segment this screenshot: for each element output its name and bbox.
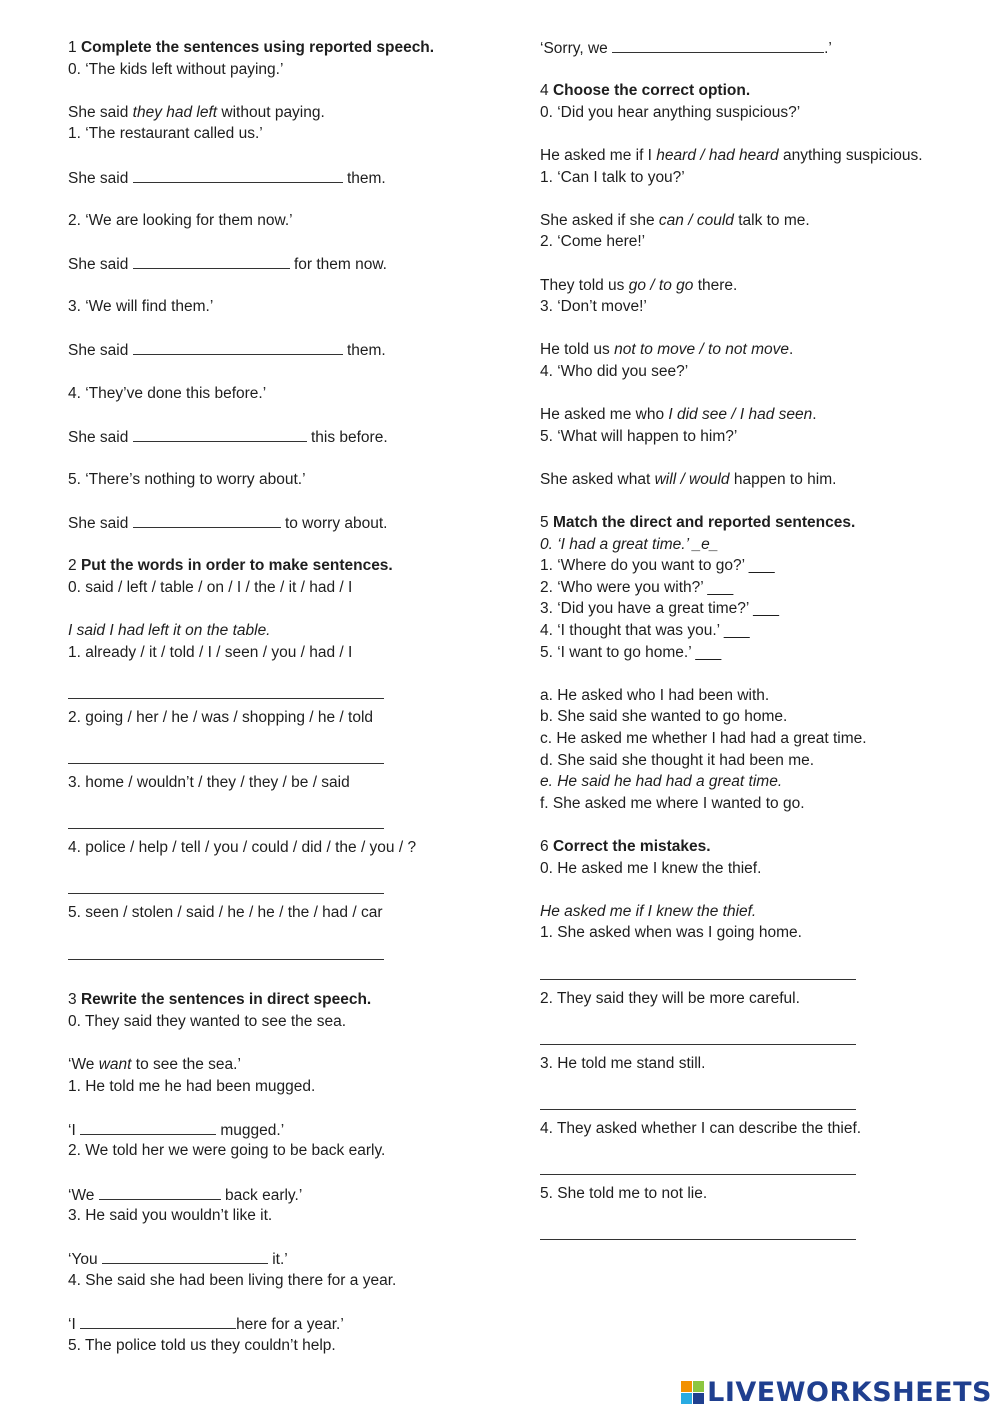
section-4-heading: 4 Choose the correct option.: [540, 82, 751, 100]
answer-line[interactable]: [68, 815, 384, 829]
s5-item[interactable]: 3. ‘Did you have a great time?’ ___: [540, 600, 779, 618]
s4-item-answer[interactable]: They told us go / to go there.: [540, 276, 738, 294]
s1-example-answer: She said they had left without paying.: [68, 103, 325, 121]
s2-example-question: 0. said / left / table / on / I / the / it / had / I: [68, 578, 353, 596]
s4-item-question: 2. ‘Come here!’: [540, 233, 646, 251]
logo-mark-icon: [681, 1381, 704, 1404]
answer-line[interactable]: [540, 1031, 856, 1045]
s4-item-question: 1. ‘Can I talk to you?’: [540, 168, 685, 186]
s6-example-question: 0. He asked me I knew the thief.: [540, 859, 762, 877]
answer-blank[interactable]: [99, 1184, 221, 1200]
answer-blank[interactable]: [612, 37, 824, 53]
s2-item-question: 3. home / wouldn’t / they / they / be / said: [68, 774, 350, 791]
s5-option: d. She said she thought it had been me.: [540, 751, 815, 769]
s4-example-question: 0. ‘Did you hear anything suspicious?’: [540, 103, 801, 121]
left-column: [68, 37, 508, 1356]
s2-item-question: 2. going / her / he / was / shopping / he / told: [68, 708, 374, 726]
s5-item[interactable]: 2. ‘Who were you with?’ ___: [540, 578, 734, 596]
option-choice[interactable]: will / would: [654, 470, 730, 488]
s5-item[interactable]: 5. ‘I want to go home.’ ___: [540, 643, 722, 661]
s4-item-answer[interactable]: He asked me who I did see / I had seen.: [540, 406, 817, 424]
section-1-heading: 1 Complete the sentences using reported speech.: [68, 39, 435, 56]
s3-example-answer: ‘We want to see the sea.’: [68, 1055, 241, 1073]
s1-item-answer: She said this before.: [68, 426, 508, 448]
s6-item-question: 1. She asked when was I going home.: [540, 924, 802, 942]
s1-item-question: 2. ‘We are looking for them now.’: [68, 211, 293, 229]
s4-item-answer[interactable]: She asked if she can / could talk to me.: [540, 211, 810, 229]
s3-item-answer: ‘You it.’: [68, 1248, 508, 1270]
s5-option: a. He asked who I had been with.: [540, 686, 770, 704]
s5-item[interactable]: 1. ‘Where do you want to go?’ ___: [540, 557, 775, 575]
s6-example-answer: He asked me if I knew the thief.: [540, 902, 757, 920]
s5-option: c. He asked me whether I had had a great time.: [540, 730, 867, 747]
s4-item-question: 3. ‘Don’t move!’: [540, 298, 647, 316]
s4-example-answer: He asked me if I heard / had heard anything suspicious.: [540, 146, 923, 164]
s1-item-question: 4. ‘They’ve done this before.’: [68, 384, 267, 402]
answer-blank[interactable]: [80, 1313, 236, 1329]
s1-item-question: 1. ‘The restaurant called us.’: [68, 125, 263, 143]
s6-item-question: 2. They said they will be more careful.: [540, 989, 800, 1007]
s4-item-answer[interactable]: She asked what will / would happen to him.: [540, 470, 837, 488]
s3-item-answer: ‘Sorry, we .’: [540, 37, 960, 59]
option-choice[interactable]: not to move / to not move: [614, 341, 790, 359]
option-choice[interactable]: can / could: [658, 211, 734, 229]
s4-item-question: 5. ‘What will happen to him?’: [540, 427, 738, 445]
s4-item-answer[interactable]: He told us not to move / to not move.: [540, 341, 794, 359]
s2-item-question: 1. already / it / told / I / seen / you / had / I: [68, 643, 353, 661]
answer-blank[interactable]: [102, 1248, 268, 1264]
s5-example: 0. ‘I had a great time.’ _e_: [540, 535, 719, 553]
section-6-heading: 6 Correct the mistakes.: [540, 837, 711, 855]
s1-item-answer: She said them.: [68, 339, 508, 361]
s5-item[interactable]: 4. ‘I thought that was you.’ ___: [540, 622, 750, 640]
answer-line[interactable]: [68, 685, 384, 699]
s3-item-question: 1. He told me he had been mugged.: [68, 1077, 316, 1095]
liveworksheets-logo: [681, 1377, 992, 1407]
answer-line[interactable]: [68, 946, 384, 960]
s2-example-answer: I said I had left it on the table.: [68, 622, 271, 640]
answer-blank[interactable]: [133, 512, 281, 528]
option-choice[interactable]: go / to go: [628, 276, 694, 294]
answer-blank[interactable]: [133, 253, 290, 269]
s2-item-question: 5. seen / stolen / said / he / he / the / had / car: [68, 904, 383, 922]
answer-blank[interactable]: [133, 339, 343, 355]
answer-blank[interactable]: [133, 167, 343, 183]
option-choice[interactable]: I did see / I had seen: [668, 406, 813, 424]
s3-item-question: 5. The police told us they couldn’t help.: [68, 1336, 336, 1354]
answer-line[interactable]: [540, 1226, 856, 1240]
s3-item-question: 3. He said you wouldn’t like it.: [68, 1207, 273, 1225]
answer-blank[interactable]: [80, 1119, 216, 1135]
s1-item-question: 5. ‘There’s nothing to worry about.’: [68, 470, 306, 488]
answer-blank[interactable]: [133, 426, 307, 442]
s5-option: f. She asked me where I wanted to go.: [540, 794, 805, 812]
s3-item-answer: ‘We back early.’: [68, 1184, 508, 1206]
s3-example-question: 0. They said they wanted to see the sea.: [68, 1012, 347, 1030]
section-5-heading: 5 Match the direct and reported sentences.: [540, 514, 856, 532]
section-3-heading: 3 Rewrite the sentences in direct speech.: [68, 991, 372, 1009]
answer-line[interactable]: [540, 1161, 856, 1175]
section-2-heading: 2 Put the words in order to make sentences.: [68, 557, 393, 575]
s4-item-question: 4. ‘Who did you see?’: [540, 362, 689, 380]
answer-line[interactable]: [540, 1096, 856, 1110]
s3-item-answer: ‘I here for a year.’: [68, 1313, 508, 1335]
s1-item-answer: She said for them now.: [68, 253, 508, 275]
s1-item-answer: She said them.: [68, 167, 508, 189]
logo-text: LIVEWORKSHEETS: [707, 1376, 992, 1408]
s5-option: b. She said she wanted to go home.: [540, 708, 788, 726]
s3-item-question: 2. We told her we were going to be back early.: [68, 1142, 386, 1160]
answer-line[interactable]: [540, 966, 856, 980]
s1-example-question: 0. ‘The kids left without paying.’: [68, 60, 284, 78]
s2-item-question: 4. police / help / tell / you / could / did / the / you / ?: [68, 839, 417, 857]
right-column: [540, 37, 960, 1248]
s3-item-question: 4. She said she had been living there for a year.: [68, 1271, 397, 1289]
s6-item-question: 5. She told me to not lie.: [540, 1185, 708, 1203]
s1-item-answer: She said to worry about.: [68, 512, 508, 534]
s3-item-answer: ‘I mugged.’: [68, 1119, 508, 1141]
s6-item-question: 4. They asked whether I can describe the thief.: [540, 1119, 862, 1137]
s1-item-question: 3. ‘We will find them.’: [68, 298, 214, 316]
s5-option: e. He said he had had a great time.: [540, 773, 783, 791]
s6-item-question: 3. He told me stand still.: [540, 1054, 706, 1072]
answer-line[interactable]: [68, 750, 384, 764]
answer-line[interactable]: [68, 880, 384, 894]
